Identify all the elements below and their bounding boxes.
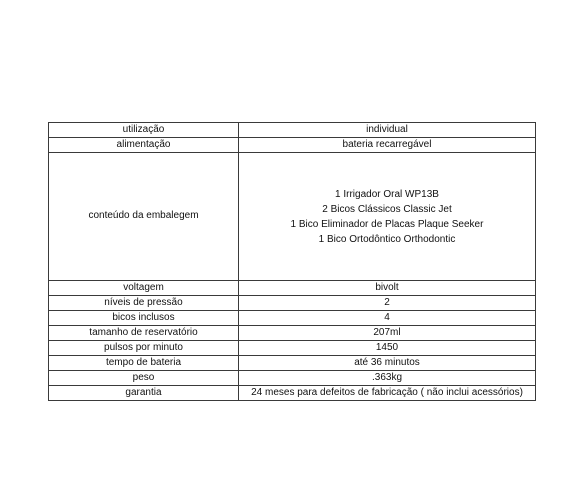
package-item: 1 Bico Ortodôntico Orthodontic xyxy=(318,233,456,245)
table-row xyxy=(49,326,536,341)
table-row xyxy=(49,138,536,153)
row-value-conteudo xyxy=(239,153,536,281)
row-value-alimentacao: bateria recarregável xyxy=(239,138,536,153)
table-row xyxy=(49,123,536,138)
table-row xyxy=(49,296,536,311)
row-label-niveis-pressao: níveis de pressão xyxy=(49,296,239,311)
row-label-reservatorio: tamanho de reservatório xyxy=(49,326,239,341)
row-value-voltagem: bivolt xyxy=(239,281,536,296)
row-label-voltagem: voltagem xyxy=(49,281,239,296)
table-row xyxy=(49,341,536,356)
row-value-reservatorio: 207ml xyxy=(239,326,536,341)
row-value-pulsos: 1450 xyxy=(239,341,536,356)
spec-table xyxy=(48,122,536,401)
table-row xyxy=(49,371,536,386)
row-label-alimentacao: alimentação xyxy=(49,138,239,153)
package-item: 1 Irrigador Oral WP13B xyxy=(335,188,439,200)
row-label-pulsos: pulsos por minuto xyxy=(49,341,239,356)
table-row xyxy=(49,153,536,281)
row-label-garantia: garantia xyxy=(49,386,239,401)
table-row xyxy=(49,386,536,401)
row-value-peso: .363kg xyxy=(239,371,536,386)
package-item: 1 Bico Eliminador de Placas Plaque Seeker xyxy=(290,218,484,230)
row-label-tempo-bateria: tempo de bateria xyxy=(49,356,239,371)
row-label-conteudo: conteúdo da embalegem xyxy=(49,153,239,281)
row-label-bicos-inclusos: bicos inclusos xyxy=(49,311,239,326)
row-label-utilizacao: utilização xyxy=(49,123,239,138)
table-row xyxy=(49,311,536,326)
row-label-peso: peso xyxy=(49,371,239,386)
row-value-garantia: 24 meses para defeitos de fabricação ( não inclui acessórios) xyxy=(239,386,536,401)
table-row xyxy=(49,281,536,296)
row-value-bicos-inclusos: 4 xyxy=(239,311,536,326)
package-item: 2 Bicos Clássicos Classic Jet xyxy=(322,203,452,215)
row-value-tempo-bateria: até 36 minutos xyxy=(239,356,536,371)
row-value-utilizacao: individual xyxy=(239,123,536,138)
row-value-niveis-pressao: 2 xyxy=(239,296,536,311)
table-row xyxy=(49,356,536,371)
